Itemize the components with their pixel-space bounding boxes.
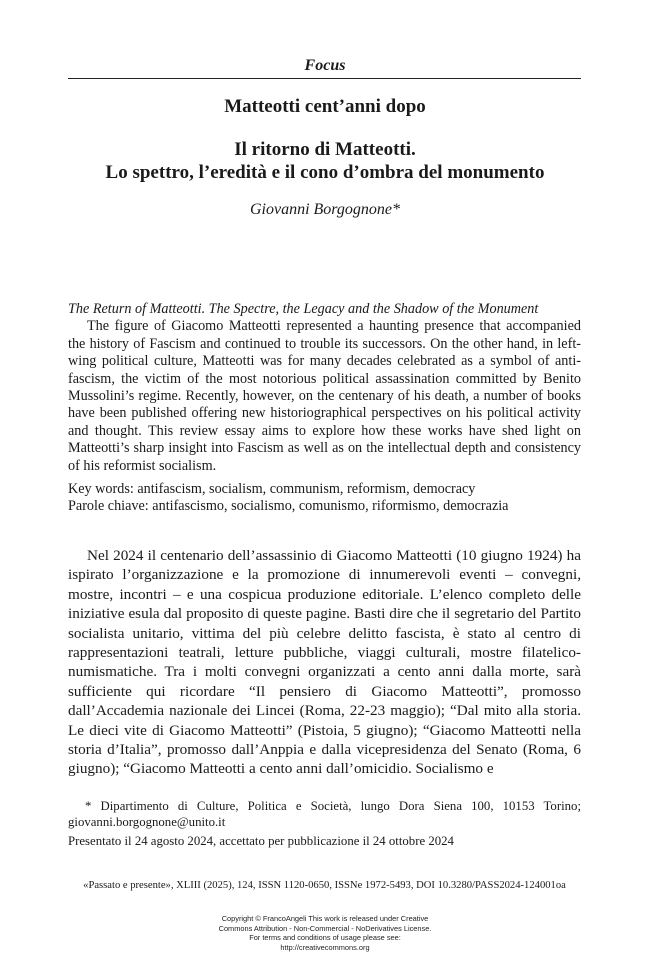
license-link[interactable]: http://creativecommons.org <box>280 942 370 952</box>
license-line-2: Commons Attribution - Non-Commercial - NoDerivatives License. <box>218 923 432 933</box>
abstract <box>68 301 581 475</box>
body-paragraph: Nel 2024 il centenario dell’assassinio di Giacomo Matteotti (10 giugno 1924) ha ispirato l’organizzazione e la promozione di innumerevoli eventi – convegni, mostre, incontri – e una cospicua produzione editoriale. L’elenco completo delle iniziative esula dal proposito di queste pagine. Basti dire che il segretario del Partito socialista unitario, vittima del più celebre delitto fascista, è stato al centro di rappresentazioni teatrali, letture pubbliche, viaggi culturali, mostre filatelico-numismatiche. Tra i molti convegni organizzati a cento anni dalla morte, sarà sufficiente qui ricordare “Il pensiero di Giacomo Matteotti”, promosso dall’Accademia nazionale dei Lincei (Roma, 22-23 maggio); “Dal mito alla storia. Le dieci vite di Giacomo Matteotti” (Pistoia, 5 giugno); “Giacomo Matteotti nella storia d’Italia”, promosso dall’Anppia e dalla vicepresidenza del Senato (Roma, 6 giugno); “Giacomo Matteotti a cento anni dall’omicidio. Socialismo e <box>68 547 581 778</box>
series-title: Matteotti cent’anni dopo <box>224 96 426 117</box>
header-rule <box>68 78 581 79</box>
author-name: Giovanni Borgognone* <box>249 201 401 218</box>
author-footnote <box>68 798 581 831</box>
license-notice <box>0 914 650 952</box>
abstract-english-title: The Return of Matteotti. The Spectre, the Legacy and the Shadow of the Monument <box>68 301 539 317</box>
keywords-italian: Parole chiave: antifascismo, socialismo, comunismo, riformismo, democrazia <box>68 498 509 515</box>
abstract-text: The figure of Giacomo Matteotti represented a haunting presence that accompanied the history of Fascism and continued to trouble its successors. On the other hand, in left-wing political culture, Matteotti was for many decades celebrated as a symbol of anti-fascism, the victim of the most notorious political assassination committed by Benito Mussolini’s regime. Recently, however, on the centenary of his death, a number of books have been published offering new historiographical perspectives on his political activity and thought. This review essay aims to explore how these works have shed light on Matteotti’s sharp insight into Fascism as well as on the intellectual depth and consistency of his reformist socialism. <box>68 318 581 474</box>
journal-citation: «Passato e presente», XLIII (2025), 124, ISSN 1120-0650, ISSNe 1972-5493, DOI 10.3280/PASS2024-124001oa <box>83 880 566 891</box>
article-title-line-2: Lo spettro, l’eredità e il cono d’ombra del monumento <box>105 162 545 183</box>
section-label: Focus <box>304 57 346 74</box>
body-text <box>68 546 581 779</box>
license-line-3: For terms and conditions of usage please see: <box>249 933 401 943</box>
keywords <box>68 481 581 516</box>
submission-dates: Presentato il 24 agosto 2024, accettato per pubblicazione il 24 ottobre 2024 <box>68 834 454 848</box>
license-line-1: Copyright © FrancoAngeli This work is released under Creative <box>221 914 429 923</box>
keywords-english: Key words: antifascism, socialism, communism, reformism, democracy <box>68 481 476 497</box>
article-title-line-1: Il ritorno di Matteotti. <box>234 139 416 160</box>
article-title <box>0 138 650 184</box>
footnote-text: * Dipartimento di Culture, Politica e Società, lungo Dora Siena 100, 10153 Torino; giovanni.borgognone@unito.it <box>68 799 581 830</box>
